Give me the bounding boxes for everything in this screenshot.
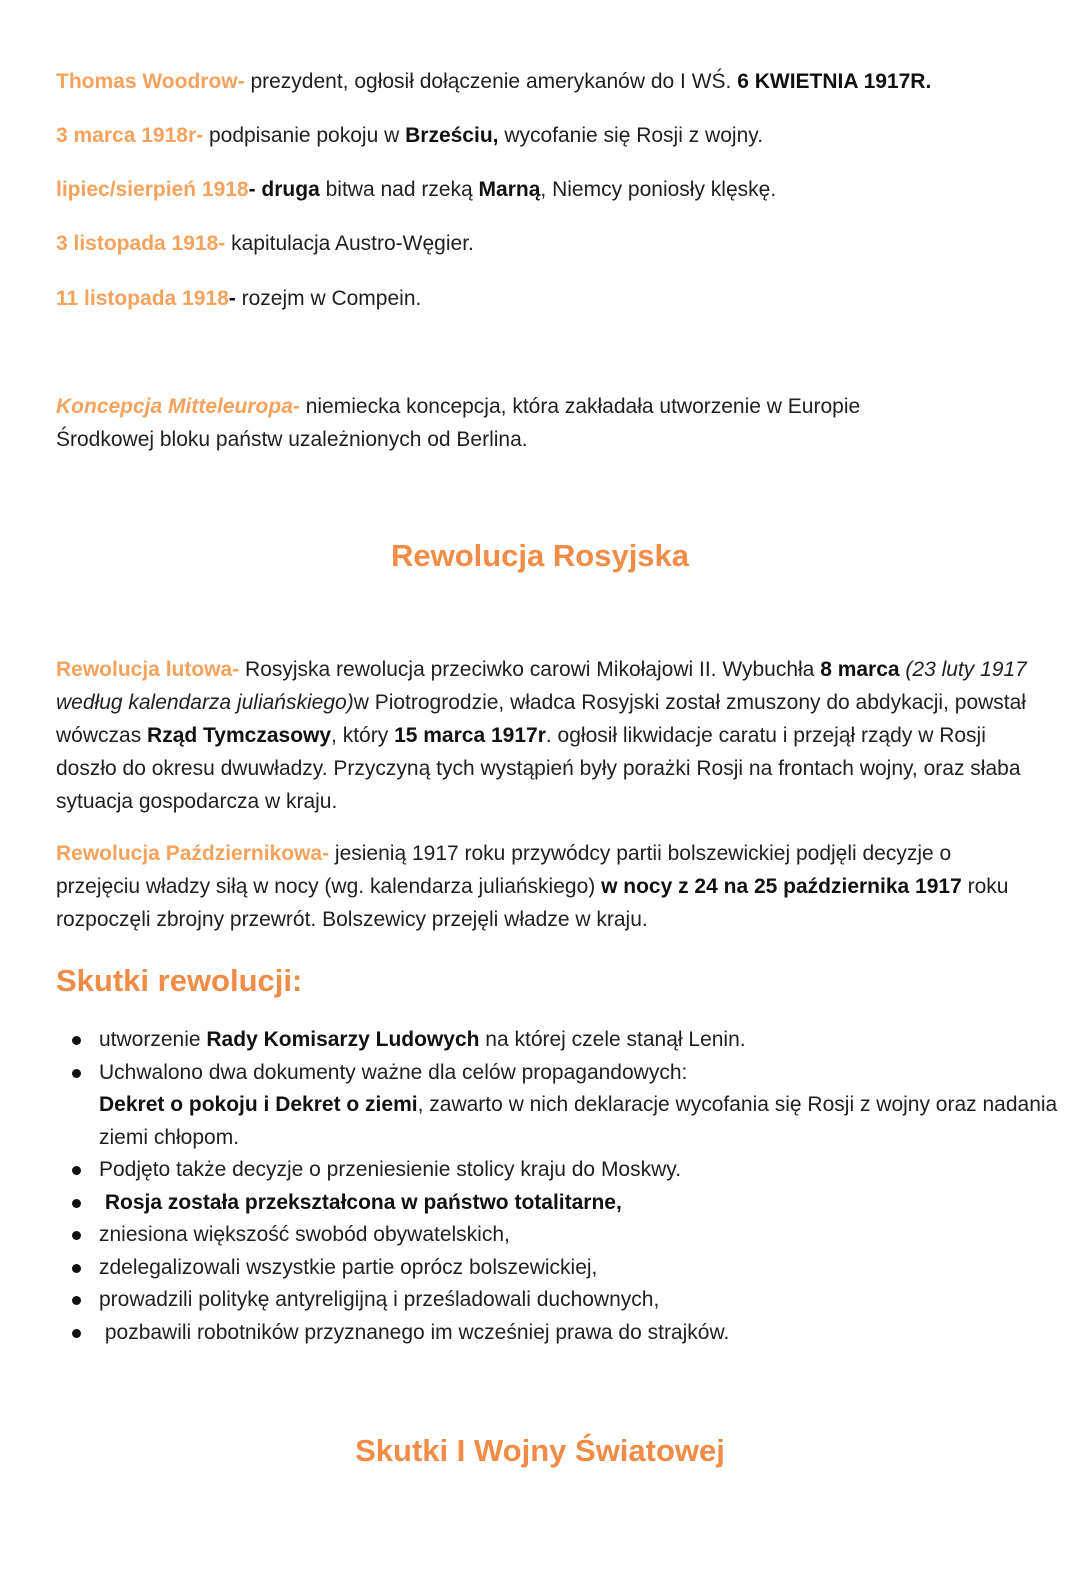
section-title-ww1-effects: Skutki I Wojny Światowej — [355, 1433, 725, 1468]
timeline-text: , Niemcy poniosły klęskę. — [540, 178, 777, 201]
list-item-text: prowadzili politykę antyreligijną i prześladowali duchownych, — [99, 1288, 660, 1311]
list-item-text: Podjęto także decyzje o przeniesienie stolicy kraju do Moskwy. — [99, 1158, 682, 1181]
list-item-bold: Dekret o pokoju i Dekret o ziemi — [99, 1093, 418, 1116]
timeline-date: 3 marca 1918r- — [56, 124, 204, 147]
timeline-text: bitwa nad rzeką — [319, 178, 479, 201]
timeline-entry — [56, 227, 474, 260]
list-item-bold: Rosja została przekształcona w państwo totalitarne, — [99, 1190, 622, 1214]
timeline-text: prezydent, ogłosił dołączenie amerykanów do I WŚ. — [244, 70, 738, 93]
list-item-text: Uchwalono dwa dokumenty ważne dla celów propagandowych: — [99, 1060, 688, 1084]
october-revolution-paragraph — [56, 837, 1031, 936]
timeline-bold: - druga — [248, 178, 320, 201]
timeline-date: Thomas Woodrow- — [56, 70, 245, 93]
list-item-text: , zawarto w nich deklaracje wycofania się Rosji z wojny oraz nadania ziemi chłopom. — [99, 1093, 1058, 1149]
timeline-bold: 6 KWIETNIA 1917R. — [737, 70, 932, 93]
timeline-date: 3 listopada 1918- — [56, 232, 226, 255]
list-item — [99, 1187, 1059, 1220]
timeline-bold: Marną — [478, 178, 541, 201]
list-item — [99, 1057, 1059, 1155]
paragraph-text: w Piotrogrodzie, władca Rosyjski został zmuszony do abdykacji, powstał wówczas — [56, 691, 1026, 747]
october-revolution-term: Rewolucja Październikowa- — [56, 842, 330, 865]
list-item — [99, 1252, 1059, 1285]
timeline-entry — [56, 65, 931, 98]
timeline-bold: - — [228, 287, 236, 310]
mitteleuropa-text: niemiecka koncepcja, która zakładała utworzenie w Europie Środkowej bloku państw uzależnionych od Berlina. — [56, 395, 861, 451]
paragraph-text: Rosyjska rewolucja przeciwko carowi Mikołajowi II. Wybuchła — [239, 658, 821, 681]
list-item — [99, 1317, 1059, 1350]
list-item — [99, 1024, 1059, 1057]
section-title-russian-revolution: Rewolucja Rosyjska — [390, 538, 690, 573]
timeline-entry — [56, 173, 776, 206]
list-item-text: zdelegalizowali wszystkie partie oprócz bolszewickiej, — [99, 1255, 598, 1279]
february-revolution-paragraph — [56, 653, 1031, 818]
list-item-text: pozbawili robotników przyznanego im wcześniej prawa do strajków. — [99, 1320, 730, 1344]
mitteleuropa-paragraph — [56, 390, 956, 456]
subsection-title-revolution-effects: Skutki rewolucji: — [56, 963, 303, 998]
list-item-bold: Rady Komisarzy Ludowych — [206, 1028, 480, 1051]
timeline-text: rozejm w Compein. — [235, 287, 422, 310]
timeline-entry — [56, 282, 421, 315]
list-item-text: na której czele stanął Lenin. — [479, 1028, 746, 1051]
list-item — [99, 1154, 1059, 1187]
timeline-text: wycofanie się Rosji z wojny. — [498, 124, 764, 147]
list-item — [99, 1219, 1059, 1252]
timeline-date: lipiec/sierpień 1918 — [56, 178, 249, 201]
paragraph-text: roku rozpoczęli zbrojny przewrót. Bolszewicy przejęli władze w kraju. — [56, 875, 1009, 931]
paragraph-bold: 8 marca — [820, 658, 900, 681]
february-revolution-term: Rewolucja lutowa- — [56, 658, 240, 681]
mitteleuropa-term: Koncepcja Mitteleuropa- — [56, 395, 300, 418]
paragraph-bold: 15 marca 1917r — [394, 724, 546, 747]
list-item-text: zniesiona większość swobód obywatelskich, — [99, 1223, 510, 1246]
paragraph-bold: Rząd Tymczasowy — [147, 724, 332, 747]
timeline-text: podpisanie pokoju w — [203, 124, 406, 147]
revolution-effects-list — [56, 1024, 1059, 1349]
paragraph-italic: (23 luty 1917 według kalendarza juliańskiego) — [56, 658, 1027, 714]
timeline-entry — [56, 119, 763, 152]
paragraph-text: jesienią 1917 roku przywódcy partii bolszewickiej podjęli decyzje o przejęciu władzy siłą w nocy (wg. kalendarza juliańskiego) — [56, 842, 952, 898]
timeline-date: 11 listopada 1918 — [56, 287, 229, 310]
paragraph-text: , który — [331, 724, 395, 747]
paragraph-text: . ogłosił likwidacje caratu i przejął rządy w Rosji doszło do okresu dwuwładzy. Przyczyną tych wystąpień były porażki Rosji na frontach wojny, oraz słaba sytuacja gospodarcza w kraju. — [56, 724, 1021, 813]
timeline-bold: Brześciu, — [405, 124, 499, 147]
list-item — [99, 1284, 1059, 1317]
paragraph-bold: w nocy z 24 na 25 października 1917 — [601, 875, 962, 898]
timeline-text: kapitulacja Austro-Węgier. — [225, 232, 474, 255]
list-item-text: utworzenie — [99, 1028, 207, 1051]
